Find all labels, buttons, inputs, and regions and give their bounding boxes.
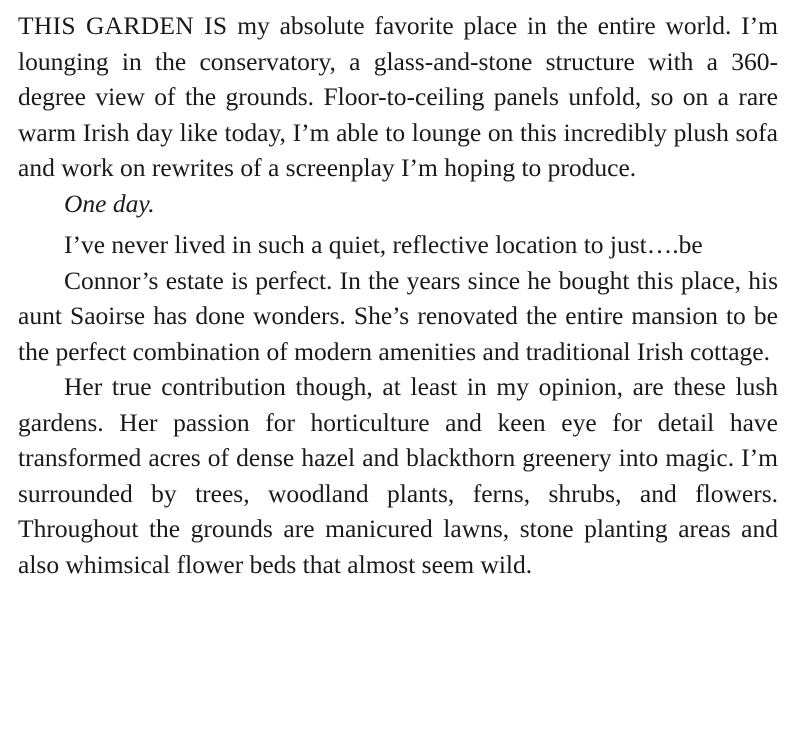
paragraph-reflective-location: I’ve never lived in such a quiet, reflective location to just….be: [64, 230, 703, 259]
paragraph-connors-estate: Connor’s estate is perfect. In the years since he bought this place, his aunt Saoirse has done wonders. She’s renovated the entire mansion to be the perfect combination of modern amenities and traditional Irish cottage.: [18, 265, 778, 366]
opening-body-text: my absolute favorite place in the entire world. I’m lounging in the conservatory, a glass-and-stone structure with a 360-degree view of the grounds. Floor-to-ceiling panels unfold, so on a rare warm Irish day like today, I’m able to lounge on this incredibly plush sofa and work on rewrites of a screenplay I’m hoping to produce.: [18, 11, 778, 182]
paragraph-one-day: One day.: [64, 188, 155, 218]
opening-lead-text: THIS GARDEN IS: [18, 11, 228, 40]
paragraph-opening: [18, 8, 778, 186]
paragraph-lush-gardens: Her true contribution though, at least in my opinion, are these lush gardens. Her passion for horticulture and keen eye for detail have transformed acres of dense hazel and blackthorn greenery into magic. I’m surrounded by trees, woodland plants, ferns, shrubs, and flowers. Throughout the grounds are manicured lawns, stone planting areas and also whimsical flower beds that almost seem wild.: [18, 372, 778, 579]
